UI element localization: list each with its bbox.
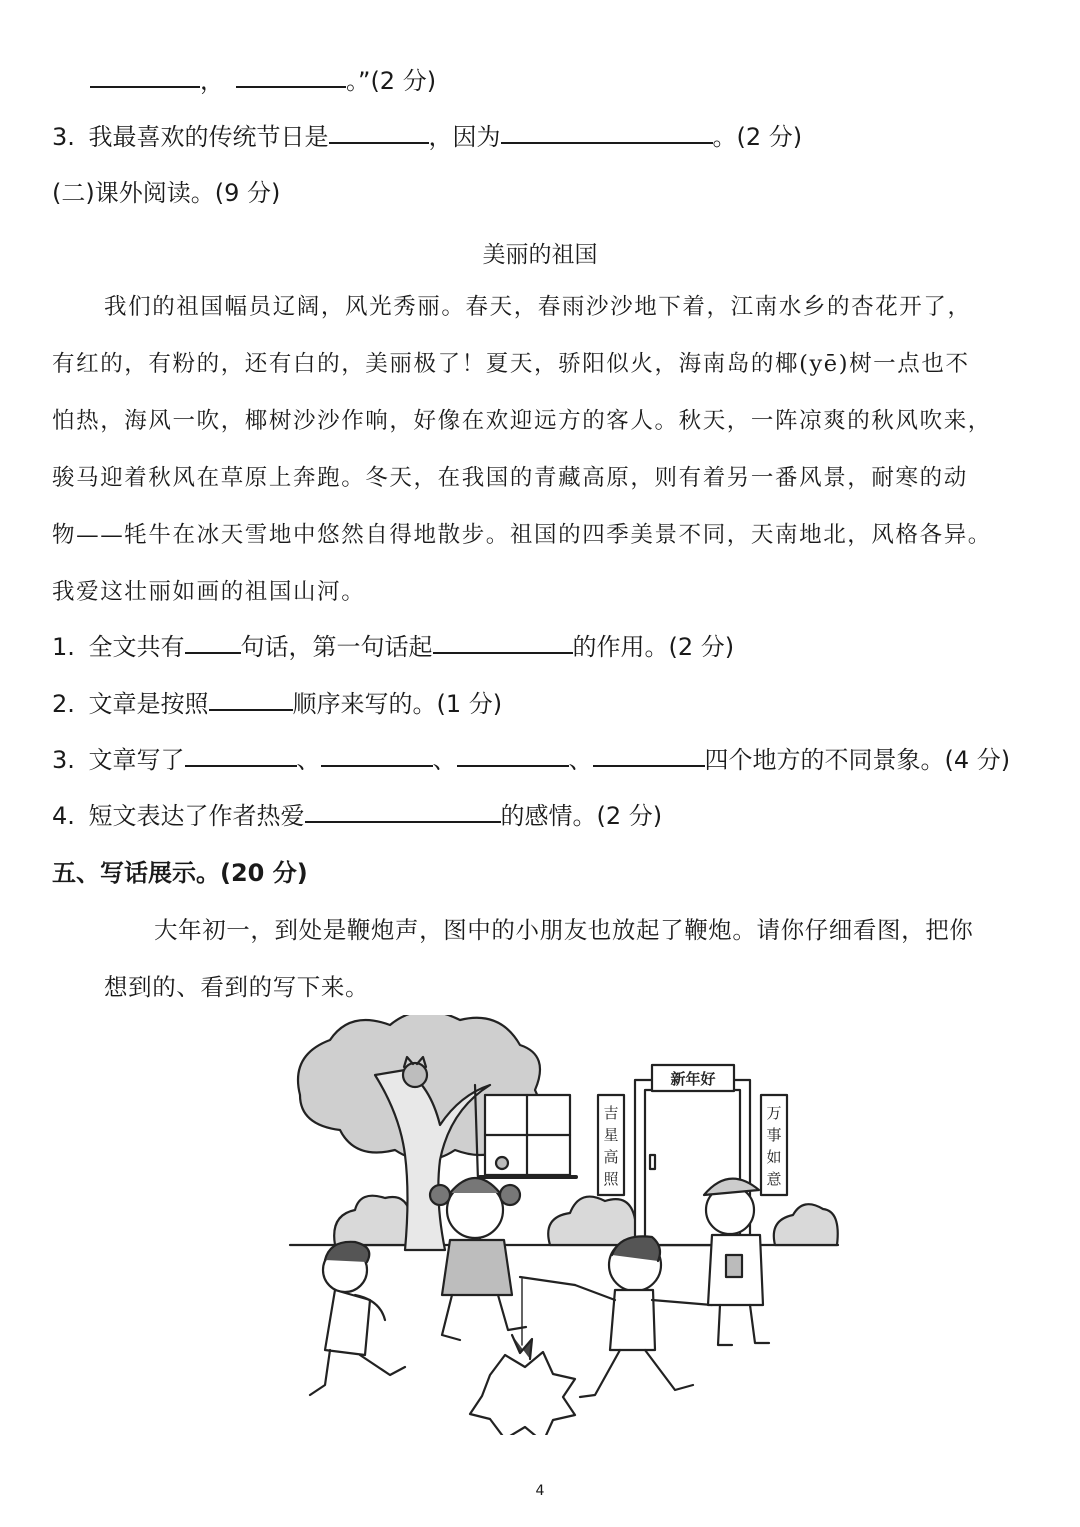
question-number: 4. — [52, 802, 75, 830]
question-2 — [52, 687, 502, 721]
question-1 — [52, 630, 734, 664]
question-number: 3. — [52, 123, 75, 151]
question-4 — [52, 799, 662, 833]
passage-line: 我爱这壮丽如画的祖国山河。 — [52, 579, 366, 605]
question-text: 全文共有 — [88, 633, 185, 661]
comma: ， — [200, 67, 224, 95]
passage-line: 物——牦牛在冰天雪地中悠然自得地散步。祖国的四季美景不同，天南地北，风格各异。 — [52, 522, 992, 548]
separator: 、 — [568, 746, 593, 774]
separator: 、 — [296, 746, 321, 774]
question-number: 1. — [52, 633, 75, 661]
question-3 — [52, 743, 1010, 777]
writing-prompt-line: 大年初一，到处是鞭炮声，图中的小朋友也放起了鞭炮。请你仔细看图，把你 — [154, 916, 974, 944]
firecracker-burst — [470, 1335, 575, 1435]
passage-line: 怕热，海风一吹，椰树沙沙作响，好像在欢迎远方的客人。秋天，一阵凉爽的秋风吹来， — [52, 408, 992, 434]
question-text: ，因为 — [428, 123, 501, 151]
answer-blank[interactable] — [501, 120, 713, 144]
left-couplet-char: 星 — [603, 1126, 619, 1144]
question-favorite-holiday — [52, 120, 802, 154]
left-couplet-char: 吉 — [603, 1104, 619, 1122]
question-text: 的作用。 — [572, 633, 669, 661]
passage-line: 我们的祖国幅员辽阔，风光秀丽。春天，春雨沙沙地下着，江南水乡的杏花开了， — [104, 294, 972, 320]
score: (2 分) — [736, 123, 803, 151]
answer-blank[interactable] — [329, 120, 429, 144]
question-text: 文章写了 — [88, 746, 185, 774]
girl-covering-ears — [430, 1178, 526, 1340]
question-text: 四个地方的不同景象。 — [704, 746, 945, 774]
question-text: 短文表达了作者热爱 — [88, 802, 305, 830]
door-sign-text: 新年好 — [670, 1070, 716, 1088]
score: (1 分) — [436, 690, 503, 718]
section-heading-reading: (二)课外阅读。(9 分) — [52, 179, 281, 207]
score: (2 分) — [668, 633, 735, 661]
question-text: 文章是按照 — [88, 690, 209, 718]
right-couplet-char: 事 — [766, 1126, 782, 1144]
window — [480, 1095, 576, 1177]
question-text: 的感情。 — [500, 802, 597, 830]
question-text: 句话，第一句话起 — [240, 633, 433, 661]
close-quote: 。” — [346, 67, 371, 95]
score: (20 分) — [220, 859, 308, 887]
answer-blank[interactable] — [209, 687, 293, 711]
answer-blank[interactable] — [90, 64, 200, 88]
right-couplet-char: 万 — [766, 1104, 782, 1122]
question-number: 3. — [52, 746, 75, 774]
running-boy — [310, 1242, 405, 1395]
page-number: 4 — [535, 1483, 545, 1499]
new-year-illustration — [280, 1015, 850, 1435]
question-text: 顺序来写的。 — [292, 690, 437, 718]
section-heading-writing — [52, 856, 308, 890]
score: (2 分) — [596, 802, 663, 830]
boy-with-cap — [704, 1179, 769, 1345]
section-title: 五、写话展示。 — [52, 859, 220, 887]
answer-blank[interactable] — [185, 743, 297, 767]
score: (4 分) — [944, 746, 1011, 774]
period: 。 — [712, 123, 737, 151]
score: (2 分) — [370, 67, 437, 95]
passage-title: 美丽的祖国 — [482, 242, 598, 268]
passage-line: 骏马迎着秋风在草原上奔跑。冬天，在我国的青藏高原，则有着另一番风景，耐寒的动 — [52, 465, 968, 491]
left-couplet-char: 高 — [603, 1148, 619, 1166]
continuation-line — [52, 64, 436, 98]
separator: 、 — [432, 746, 457, 774]
answer-blank[interactable] — [593, 743, 705, 767]
bush-right — [774, 1204, 838, 1245]
answer-blank[interactable] — [433, 630, 573, 654]
right-couplet-char: 意 — [766, 1170, 782, 1188]
answer-blank[interactable] — [321, 743, 433, 767]
left-couplet-char: 照 — [603, 1170, 619, 1188]
right-couplet-char: 如 — [766, 1148, 782, 1166]
answer-blank[interactable] — [236, 64, 346, 88]
answer-blank[interactable] — [305, 799, 501, 823]
answer-blank[interactable] — [457, 743, 569, 767]
question-text: 我最喜欢的传统节日是 — [88, 123, 329, 151]
writing-prompt-line: 想到的、看到的写下来。 — [104, 973, 370, 1001]
question-number: 2. — [52, 690, 75, 718]
passage-line: 有红的，有粉的，还有白的，美丽极了！夏天，骄阳似火，海南岛的椰(yē)树一点也不 — [52, 351, 970, 377]
answer-blank[interactable] — [185, 630, 241, 654]
